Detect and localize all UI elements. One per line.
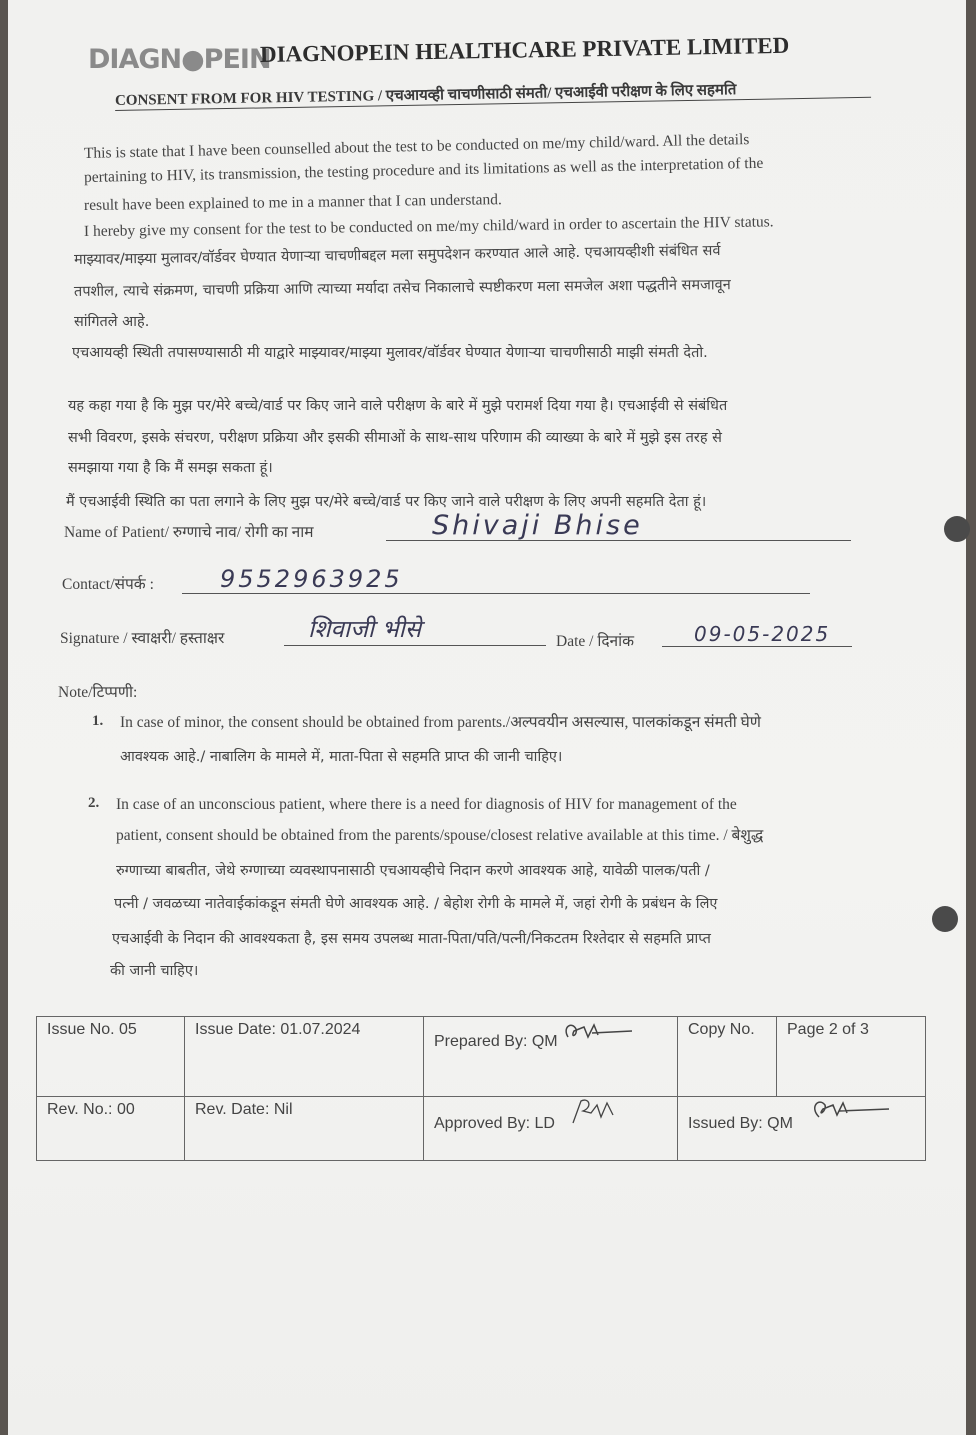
note-2-line-6: की जानी चाहिए। [110, 963, 199, 979]
hindi-consent-line-1: यह कहा गया है कि मुझ पर/मेरे बच्चे/वार्ड पर किए जाने वाले परीक्षण के बारे में मुझे परामर्श दिया गया है। एचआईवी से संबंधित [68, 398, 728, 414]
note-2-line-4: पत्नी / जवळच्या नातेवाईकांकडून संमती घेणे आवश्यक आहे. / बेहोश रोगी के मामले में, जहां रोगी के प्रबंधन के लिए [114, 896, 718, 912]
approved-by-cell [424, 1097, 678, 1161]
revision-date-cell: Rev. Date: Nil [185, 1097, 424, 1161]
hindi-consent-line-4: मैं एचआईवी स्थिति का पता लगाने के लिए मुझ पर/मेरे बच्चे/वार्ड पर किए जाने वाले परीक्षण के लिए अपनी सहमति देता हूं। [66, 494, 707, 510]
marathi-consent-line-4: एचआयव्ही स्थिती तपासण्यासाठी मी याद्वारे माझ्यावर/माझ्या मुलावर/वॉर्डवर घेण्यात येणाऱ्या चाचणीसाठी माझी संमती देतो. [72, 345, 708, 361]
form-title: CONSENT FROM FOR HIV TESTING / एचआयव्ही चाचणीसाठी संमती/ एचआईवी परीक्षण के लिए सहमति [115, 77, 871, 111]
issue-number-cell: Issue No. 05 [37, 1017, 185, 1097]
page-number-cell: Page 2 of 3 [777, 1017, 926, 1097]
company-name: DIAGNOPEIN HEALTHCARE PRIVATE LIMITED [259, 32, 790, 67]
approved-by-signature [567, 1095, 627, 1129]
prepared-by-cell [424, 1017, 678, 1097]
punch-hole-bottom [932, 906, 958, 932]
note-heading: Note/टिप्पणी: [58, 684, 138, 701]
issued-by-text: Issued By: QM [688, 1115, 793, 1132]
marathi-consent-line-1: माझ्यावर/माझ्या मुलावर/वॉर्डवर घेण्यात येणाऱ्या चाचणीबद्दल मला समुपदेशन करण्यात आले आहे. एचआयव्हीशी संबंधित सर्व [73, 242, 721, 268]
date-line [662, 646, 852, 647]
consent-form-page [8, 0, 966, 1435]
issued-by-cell [678, 1097, 926, 1161]
english-consent-line-4: I hereby give my consent for the test to be conducted on me/my child/ward in order to ascertain the HIV status. [83, 213, 774, 240]
prepared-by-text: Prepared By: QM [434, 1033, 558, 1050]
note-2-line-5: एचआईवी के निदान की आवश्यकता है, इस समय उपलब्ध माता-पिता/पति/पत्नी/निकटतम रिश्तेदार से सहमति प्राप्त [112, 931, 711, 947]
patient-name-value: Shivaji Bhise [432, 510, 643, 541]
note-2-line-2: patient, consent should be obtained from the parents/spouse/closest relative available at this time. / बेशुद्ध [116, 827, 764, 844]
issue-date-cell: Issue Date: 01.07.2024 [185, 1017, 424, 1097]
contact-line [182, 593, 810, 594]
marathi-consent-line-3: सांगितले आहे. [74, 314, 150, 330]
patient-signature: शिवाजी भीसे [308, 615, 422, 643]
marathi-consent-line-2: तपशील, त्याचे संक्रमण, चाचणी प्रक्रिया आणि त्याच्या मर्यादा तसेच निकालाचे स्पष्टीकरण मला समजेल अशा पद्धतीने समजावून [73, 277, 731, 300]
date-label: Date / दिनांक [556, 633, 635, 650]
english-consent-line-3: result have been explained to me in a manner that I can understand. [83, 191, 502, 214]
english-consent-line-2: pertaining to HIV, its transmission, the testing procedure and its limitations as well as the interpretation of the [83, 154, 764, 186]
prepared-by-signature [558, 1019, 638, 1049]
signature-line [284, 645, 546, 646]
signature-label: Signature / स्वाक्षरी/ हस्ताक्षर [60, 630, 225, 647]
english-consent-line-1: This is state that I have been counselled about the test to be conducted on me/my child/ward. All the details [83, 131, 750, 162]
hindi-consent-line-3: समझाया गया है कि मैं समझ सकता हूं। [68, 460, 273, 476]
contact-value: 9552963925 [220, 565, 403, 593]
revision-number-cell: Rev. No.: 00 [37, 1097, 185, 1161]
note-1-line-2: आवश्यक आहे./ नाबालिग के मामले में, माता-पिता से सहमति प्राप्त की जानी चाहिए। [120, 749, 563, 765]
issued-by-signature [803, 1095, 893, 1129]
approved-by-text: Approved By: LD [434, 1115, 555, 1132]
hindi-consent-line-2: सभी विवरण, इसके संचरण, परीक्षण प्रक्रिया और इसकी सीमाओं के साथ-साथ परिणाम की व्याख्या के बारे में मुझे इस तरह से [68, 430, 722, 446]
date-value: 09-05-2025 [694, 622, 831, 646]
contact-label: Contact/संपर्क : [62, 576, 154, 593]
note-1-line-1: In case of minor, the consent should be obtained from parents./अल्पवयीन असल्यास, पालकांकडून संमती घेणे [120, 714, 762, 731]
note-1-number: 1. [92, 713, 104, 729]
patient-name-label: Name of Patient/ रुग्णाचे नाव/ रोगी का नाम [64, 524, 314, 541]
punch-hole-top [944, 516, 970, 542]
copy-number-cell: Copy No. [678, 1017, 777, 1097]
note-2-line-3: रुग्णाच्या बाबतीत, जेथे रुग्णाच्या व्यवस्थापनासाठी एचआयव्हीचे निदान करणे आवश्यक आहे, यावेळी पालक/पती / [116, 863, 710, 879]
note-2-line-1: In case of an unconscious patient, where there is a need for diagnosis of HIV for management of the [116, 796, 737, 813]
company-logo: DIAGN●PEIN [88, 44, 271, 75]
document-control-table [36, 1016, 926, 1161]
note-2-number: 2. [88, 795, 100, 811]
